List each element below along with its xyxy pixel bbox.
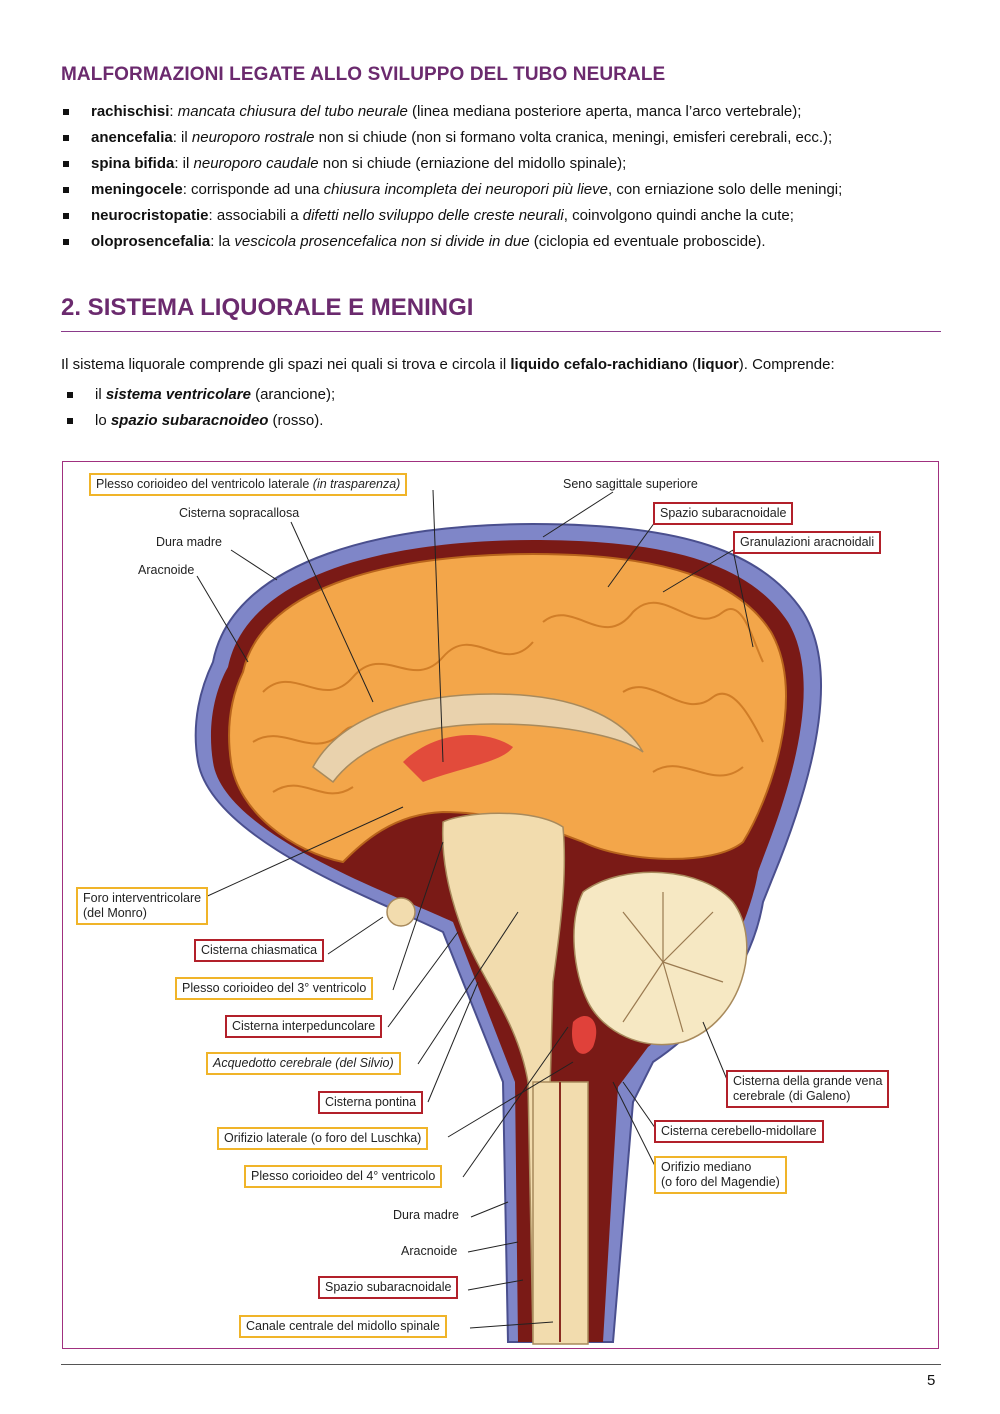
footer-divider bbox=[61, 1364, 941, 1365]
list-item: rachischisi: mancata chiusura del tubo neurale (linea mediana posteriore aperta, manca l’arco vertebrale); bbox=[61, 99, 842, 125]
label-acquedotto-cerebrale: Acquedotto cerebrale (del Silvio) bbox=[206, 1052, 401, 1075]
label-cisterna-cerebello-midollare: Cisterna cerebello-midollare bbox=[654, 1120, 824, 1143]
heading-divider bbox=[61, 331, 941, 332]
list-item: spina bifida: il neuroporo caudale non si chiude (erniazione del midollo spinale); bbox=[61, 151, 842, 177]
brain-csf-figure bbox=[62, 461, 939, 1349]
list-item: meningocele: corrisponde ad una chiusura incompleta dei neuropori più lieve, con erniazione solo delle meningi; bbox=[61, 177, 842, 203]
label-cisterna-pontina: Cisterna pontina bbox=[318, 1091, 423, 1114]
label-cisterna-interpeduncolare: Cisterna interpeduncolare bbox=[225, 1015, 382, 1038]
pituitary bbox=[387, 898, 415, 926]
label-dura-madre-bottom: Dura madre bbox=[393, 1208, 459, 1222]
label-plesso-corioideo-laterale: Plesso corioideo del ventricolo laterale (in trasparenza) bbox=[89, 473, 407, 496]
label-cisterna-chiasmatica: Cisterna chiasmatica bbox=[194, 939, 324, 962]
intro-paragraph: Il sistema liquorale comprende gli spazi nei quali si trova e circola il liquido cefalo-rachidiano (liquor). Comprende: bbox=[61, 356, 835, 373]
label-orifizio-mediano: Orifizio mediano (o foro del Magendie) bbox=[654, 1156, 787, 1194]
label-spazio-subaracnoidale-bottom: Spazio subaracnoidale bbox=[318, 1276, 458, 1299]
list-item: lo spazio subaracnoideo (rosso). bbox=[61, 408, 335, 434]
list-item: anencefalia: il neuroporo rostrale non si chiude (non si formano volta cranica, meningi, emisferi cerebrali, ecc.); bbox=[61, 125, 842, 151]
label-plesso-corioideo-4: Plesso corioideo del 4° ventricolo bbox=[244, 1165, 442, 1188]
page-number: 5 bbox=[927, 1372, 936, 1389]
sistema-list bbox=[61, 382, 335, 434]
label-cisterna-galeno: Cisterna della grande vena cerebrale (di Galeno) bbox=[726, 1070, 889, 1108]
malformazioni-list bbox=[61, 99, 842, 255]
label-foro-interventricolare: Foro interventricolare (del Monro) bbox=[76, 887, 208, 925]
label-spazio-subaracnoidale-top: Spazio subaracnoidale bbox=[653, 502, 793, 525]
label-canale-centrale: Canale centrale del midollo spinale bbox=[239, 1315, 447, 1338]
label-aracnoide-top: Aracnoide bbox=[138, 563, 195, 577]
list-item: oloprosencefalia: la vescicola prosencefalica non si divide in due (ciclopia ed eventuale proboscide). bbox=[61, 229, 842, 255]
label-cisterna-sopracallosa: Cisterna sopracallosa bbox=[179, 506, 300, 520]
label-dura-madre-top: Dura madre bbox=[156, 535, 222, 549]
label-plesso-corioideo-3: Plesso corioideo del 3° ventricolo bbox=[175, 977, 373, 1000]
label-orifizio-laterale: Orifizio laterale (o foro del Luschka) bbox=[217, 1127, 428, 1150]
label-granulazioni-aracnoidali: Granulazioni aracnoidali bbox=[733, 531, 881, 554]
list-item: il sistema ventricolare (arancione); bbox=[61, 382, 335, 408]
label-aracnoide-bottom: Aracnoide bbox=[401, 1244, 458, 1258]
section-title-malformazioni: MALFORMAZIONI LEGATE ALLO SVILUPPO DEL TUBO NEURALE bbox=[61, 64, 666, 85]
label-seno-sagittale: Seno sagittale superiore bbox=[563, 477, 698, 491]
section-title-sistema-liquorale: 2. SISTEMA LIQUORALE E MENINGI bbox=[61, 294, 474, 321]
list-item: neurocristopatie: associabili a difetti nello sviluppo delle creste neurali, coinvolgono quindi anche la cute; bbox=[61, 203, 842, 229]
